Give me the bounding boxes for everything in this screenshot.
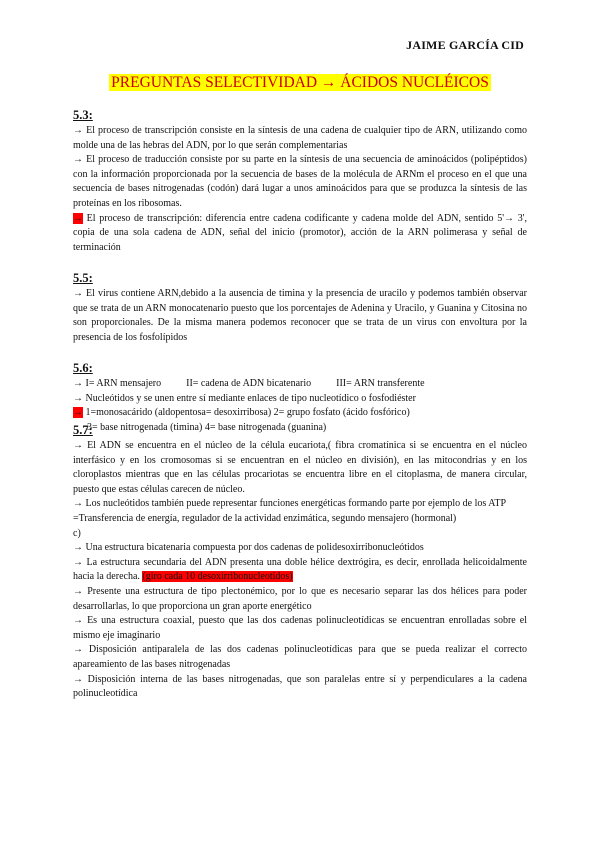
paragraph-text: 1=monosacárido (aldopentosa= desoxirribosa) 2= grupo fosfato (ácido fosfórico)	[83, 407, 410, 419]
paragraph-text: → La estructura secundaria del ADN presenta una doble hélice dextrógira, es decir, enrollada helicoidalmente hacia la derecha.	[73, 556, 527, 583]
paragraph	[73, 556, 527, 585]
section-5-3	[73, 107, 527, 255]
section-heading: 5.3:	[73, 108, 93, 122]
paragraph: → El virus contiene ARN,debido a la ausencia de timina y la presencia de uracilo y podemos también observar que se trata de un ARN monocatenario puesto que los porcentajes de Adenina y Uracilo, y Guanina y Citosina no son proporcionales. De la misma manera podemos reconocer que se trata de un virus con envoltura por la presencia de los fosfolípidos	[73, 288, 527, 343]
section-heading: 5.7:	[73, 423, 93, 437]
page-title: PREGUNTAS SELECTIVIDAD → ÁCIDOS NUCLÉICOS	[111, 74, 489, 91]
author-name: JAIME GARCÍA CID	[406, 38, 524, 52]
paragraph: → I= ARN mensajero II= cadena de ADN bicatenario III= ARN transferente	[73, 378, 425, 389]
paragraph: → Disposición antiparalela de las dos cadenas polinucleotídicas para que se pueda realizar el correcto apareamiento de las bases nitrogenadas	[73, 644, 527, 670]
paragraph: → Nucleótidos y se unen entre sí mediante enlaces de tipo nucleotídico o fosfodiéster	[73, 392, 416, 404]
paragraph: → Una estructura bicatenaria compuesta por dos cadenas de polidesoxirribonucleótidos	[73, 542, 424, 554]
paragraph: → Los nucleótidos también puede representar funciones energéticas formando parte por ejemplo de los ATP	[73, 498, 507, 510]
section-heading: 5.6:	[73, 361, 93, 375]
paragraph	[73, 406, 527, 421]
section-heading: 5.5:	[73, 271, 93, 285]
paragraph	[73, 212, 527, 256]
paragraph: → El ADN se encuentra en el núcleo de la célula eucariota,( fibra cromatínica si se encuentra en el núcleo interfásico y en los cromosomas si se encuentran en el núcleo en división), en las mitocondrias y en los cloroplastos mientras que en las células procariotas se encuentra libre en el citoplasma, de manera circular, puesto que estas células carecen de núcleo.	[73, 440, 527, 495]
highlighted-note: (giro cada 10 desoxirribonucleotidos)	[142, 571, 293, 583]
paragraph: → El proceso de traducción consiste por su parte en la síntesis de una secuencia de aminoácidos (polipéptidos) con la información proporcionada por la secuencia de bases de la molécula de ARNm el proceso en el que una secuencia de bases nitrogenadas (codón) dará lugar a unos aminoácidos para que se produzca la síntesis de las proteínas en los ribosomas.	[73, 154, 527, 209]
paragraph: → El proceso de transcripción consiste en la síntesis de una cadena de cualquier tipo de ARN, utilizando como molde una de las hebras del ADN, por lo que serán complementarias	[73, 125, 527, 151]
paragraph: =Transferencia de energía, regulador de la actividad enzimática, segundo mensajero (hormonal)	[73, 512, 457, 524]
paragraph-text: El proceso de transcripción: diferencia entre cadena codificante y cadena molde del ADN, sentido 5'→ 3', copia de una sola cadena de ADN, señal del inicio (promotor), acción de la ARN polimerasa y señal de terminación	[73, 212, 527, 253]
section-5-5	[73, 270, 527, 345]
section-5-7	[73, 422, 527, 702]
paragraph: → Es una estructura coaxial, puesto que las dos cadenas polinucleotídicas se encuentran enrolladas sobre el mismo eje imaginario	[73, 615, 527, 641]
paragraph: → Presente una estructura de tipo plectonémico, por lo que es necesario separar las dos hélices para poder desarrollarlas, lo que proporciona un gran aporte energético	[73, 585, 527, 612]
paragraph: 3= base nitrogenada (timina) 4= base nitrogenada (guanina)	[87, 421, 327, 433]
page-title-wrap	[0, 74, 600, 92]
highlighted-arrow: →	[73, 212, 83, 224]
paragraph: → Disposición interna de las bases nitrogenadas, que son paralelas entre sí y perpendiculares a la cadena polinucleotídica	[73, 673, 527, 700]
highlighted-arrow: →	[73, 407, 83, 419]
paragraph: c)	[73, 527, 81, 539]
